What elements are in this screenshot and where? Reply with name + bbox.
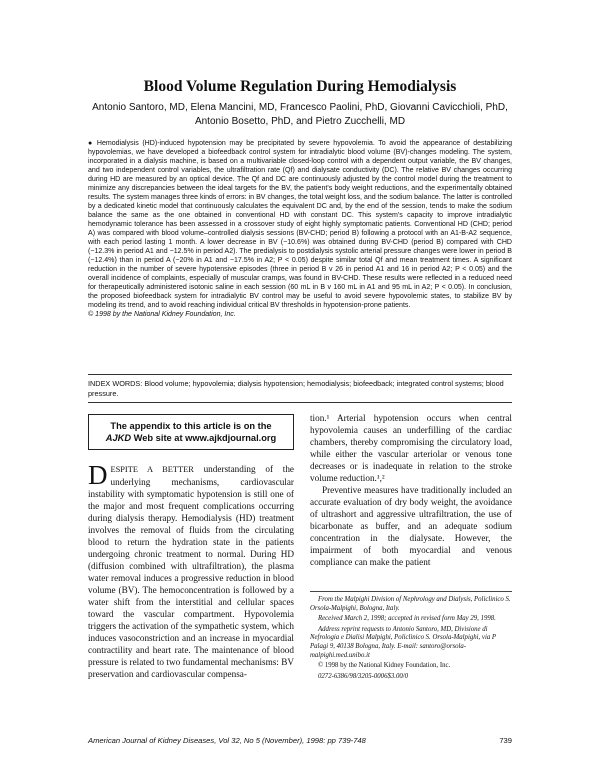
- author-list: [80, 101, 520, 129]
- lead-in-caps: ESPITE A BETTER: [110, 465, 194, 474]
- affiliation-note: From the Malpighi Division of Nephrology and Dialysis, Policlinico S. Orsola-Malpighi, Bologna, Italy.: [310, 596, 511, 612]
- keywords-bottom-rule: [88, 402, 512, 403]
- appendix-line-2: [89, 432, 293, 444]
- article-title: Blood Volume Regulation During Hemodialysis: [143, 78, 457, 95]
- appendix-notice: [88, 414, 294, 450]
- bullet-icon: ●: [88, 140, 94, 147]
- body-paragraph-prevention: Preventive measures have traditionally included an accurate evaluation of dry body weight, the avoidance of ultrashort and aggressive ultrafiltration, the use of bicarbonate as buffer, and an adequate sodium concentration in the dialysate. However, the impairment of both myocardial and venous compliance can make the patient: [310, 485, 512, 567]
- article-code: 0272-6386/98/3205-0006$3.00/0: [318, 672, 409, 680]
- footnote-rule: [310, 591, 512, 592]
- authors-line-2: Antonio Bosetto, PhD, and Pietro Zucchelli, MD: [194, 116, 406, 127]
- notes-copyright: © 1998 by the National Kidney Foundation, Inc.: [318, 662, 451, 670]
- journal-abbrev: AJKD: [105, 433, 132, 443]
- intro-text: understanding of the underlying mechanisms, cardiovascular instability with symptomatic hypotension is still one of the major and most frequent complications occurring during dialysis therapy. Hemodialysis (HD) treatment involves the removal of fluids from the circulating blood to return the hydration state in the patients undergoing chronic treatment to normal. During HD (diffusion combined with ultrafiltration), the plasma water removal induces a progressive reduction in blood volume (BV). The hemoconcentration is followed by a water shift from the interstitial and cellular spaces toward the vascular compartment. Hypovolemia triggers the activation of the sympathetic system, which induces vasoconstriction and an increase in myocardial contractility and heart rate. The maintenance of blood pressure is related to two fundamental mechanisms: BV preservation and cardiovascular compensa-: [88, 464, 294, 679]
- index-words: INDEX WORDS: Blood volume; hypovolemia; dialysis hypotension; hemodialysis; biofeedback; integrated control systems; blood pressure.: [88, 379, 504, 398]
- body-column-right: [310, 412, 512, 568]
- abstract: [88, 139, 512, 319]
- abstract-text: Hemodialysis (HD)-induced hypotension may be precipitated by severe hypovolemia. To avoid the appearance of destabilizing hypovolemias, we have developed a biofeedback control system for intradialytic blood volume (BV)-changes modeling. The system, incorporated in a dialysis machine, is based on a multivariable closed-loop control with a dependent output variable, the BV changes, and two independent control variables, the ultrafiltration rate (Qf) and dialysate conductivity (DC). The relative BV changes occurring during HD are measured by an optical device. The Qf and DC are continuously adjusted by the control model during the treatment to minimize any discrepancies between the ideal targets for the BV, the patient's body weight reductions, and the experimentally obtained results. The system manages three kinds of errors: in BV changes, the total weight loss, and the sodium balance. The latter is controlled by a dedicated kinetic model that continuously calculates the equivalent DC and, by the end of the session, tends to make the sodium balance the same as the one obtained in conventional HD with constant DC. This system's capacity to improve intradialytic hemodynamic tolerance has been assessed in a crossover study of eight highly symptomatic patients. Conventional HD (CHD; period A) was compared with blood volume–controlled dialysis sessions (BV-CHD; period B) following a protocol with an A1-B-A2 sequence, with each period lasting 1 month. A lower decrease in BV (−10.6%) was obtained during BV-CHD (period B) compared with CHD (−12.3% in period A1 and −12.5% in period A2). The predialysis to postdialysis systolic arterial pressure changes were lower in period B (−12.4%) than in period A (−20% in A1 and −17.5% in A2; P < 0.05) despite similar total Qf and mean treatment times. A significant reduction in the number of severe hypotensive episodes (three in period B v 26 in period A1 and 16 in period A2; P < 0.05) and the overall incidence of complaints, especially of muscular cramps, was found in BV-CHD. These results were reflected in a reduced need for therapeutically administered isotonic saline in each session (60 mL in B v 160 mL in A1 and 95 mL in A2; P < 0.05). In conclusion, the proposed biofeedback system for intradialytic BV control may be useful to avoid severe hypovolemic states, to stabilize BV by modeling its trend, and to avoid reaching individual critical BV thresholds in hypotension-prone patients.: [88, 140, 512, 309]
- intro-paragraph: [88, 460, 294, 680]
- drop-cap: D: [88, 460, 108, 490]
- page-number: 739: [499, 736, 512, 745]
- received-note: Received March 2, 1998; accepted in revised form May 29, 1998.: [318, 615, 496, 623]
- page-footer: [88, 736, 512, 745]
- abstract-copyright: © 1998 by the National Kidney Foundation, Inc.: [88, 311, 236, 318]
- appendix-line-1: The appendix to this article is on the: [110, 421, 272, 431]
- keywords-top-rule: [88, 374, 512, 375]
- authors-line-1: Antonio Santoro, MD, Elena Mancini, MD, Francesco Paolini, PhD, Giovanni Cavicchioli, PhD,: [92, 102, 508, 113]
- appendix-website: Web site at www.ajkdjournal.org: [131, 433, 277, 443]
- journal-citation: American Journal of Kidney Diseases, Vol 32, No 5 (November), 1998: pp 739-748: [88, 736, 366, 745]
- body-paragraph-continued: tion.¹ Arterial hypotension occurs when central hypovolemia causes an underfilling of the cardiac chambers, thereby compromising the circulatory load, while either the vascular arteriolar or venous tone decreases or is inadequate in relation to the stroke volume reduction.¹,²: [310, 413, 512, 483]
- reprint-address-note: Address reprint requests to Antonio Santoro, MD, Divisione di Nefrologia e Dialisi Malpighi, Policlinico S. Orsola-Malpighi, via P Palagi 9, 40138 Bologna, Italy. E-mail: santoro@orsola-malpighi.med.unibo.it: [310, 625, 496, 659]
- body-column-left: [88, 460, 294, 680]
- author-notes: [310, 596, 512, 683]
